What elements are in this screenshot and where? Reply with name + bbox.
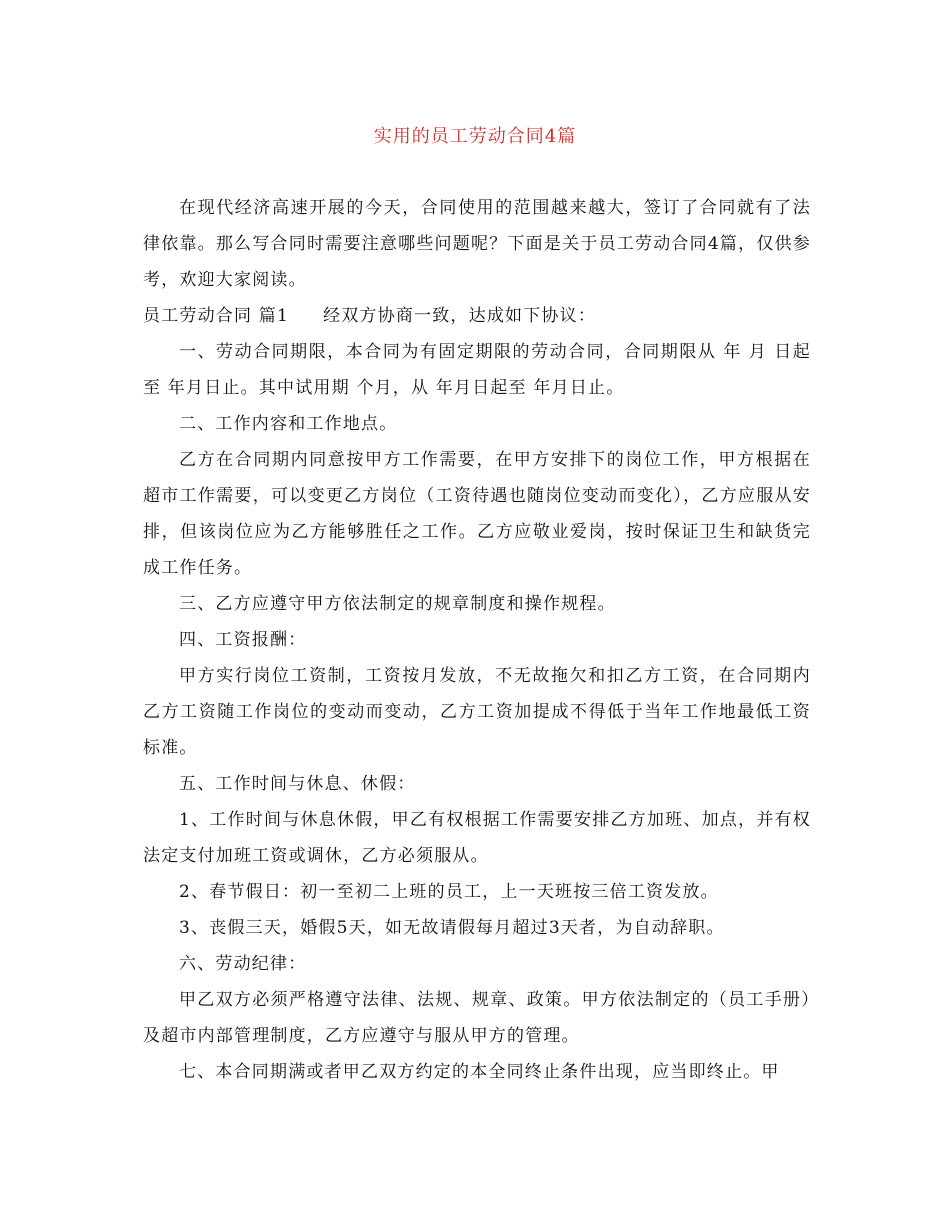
section-heading-line — [143, 298, 811, 334]
paragraph-body: 乙方在合同期内同意按甲方工作需要，在甲方安排下的岗位工作，甲方根据在超市工作需要，可以变更乙方岗位（工资待遇也随岗位变动而变化），乙方应服从安排，但该岗位应为乙方能够胜任之工作。乙方应敬业爱岗，按时保证卫生和缺货完成工作任务。 — [143, 450, 811, 578]
paragraph-heading: 三、乙方应遵守甲方依法制定的规章制度和操作规程。 — [179, 594, 616, 614]
paragraph-heading: 二、工作内容和工作地点。 — [179, 414, 398, 434]
paragraph-item: 3、丧假三天，婚假5天，如无故请假每月超过3天者，为自动辞职。 — [179, 918, 725, 938]
section-title: 员工劳动合同 篇1 — [143, 306, 290, 326]
paragraph-heading: 六、劳动纪律： — [179, 954, 307, 974]
paragraph-heading: 四、工资报酬： — [179, 630, 307, 650]
section-lead: 经双方协商一致，达成如下协议： — [323, 306, 597, 326]
intro-paragraph: 在现代经济高速开展的今天，合同使用的范围越来越大，签订了合同就有了法律依靠。那么写合同时需要注意哪些问题呢？下面是关于员工劳动合同4篇，仅供参考，欢迎大家阅读。 — [143, 198, 811, 290]
paragraph-heading: 五、工作时间与休息、休假： — [179, 774, 416, 794]
paragraph-body: 甲方实行岗位工资制，工资按月发放，不无故拖欠和扣乙方工资，在合同期内乙方工资随工作岗位的变动而变动，乙方工资加提成不得低于当年工作地最低工资标准。 — [143, 666, 811, 758]
paragraph-body: 甲乙双方必须严格遵守法律、法规、规章、政策。甲方依法制定的（员工手册）及超市内部管理制度，乙方应遵守与服从甲方的管理。 — [143, 990, 811, 1046]
document-body — [143, 190, 811, 1090]
document-title: 实用的员工劳动合同4篇 — [373, 126, 577, 147]
paragraph-body: 七、本合同期满或者甲乙双方约定的本全同终止条件出现，应当即终止。甲 — [179, 1062, 780, 1082]
paragraph-term: 一、劳动合同期限，本合同为有固定期限的劳动合同，合同期限从 年 月 日起至 年月日止。其中试用期 个月，从 年月日起至 年月日止。 — [143, 342, 811, 398]
paragraph-item: 2、春节假日：初一至初二上班的员工，上一天班按三倍工资发放。 — [179, 882, 719, 902]
paragraph-item: 1、工作时间与休息休假，甲乙有权根据工作需要安排乙方加班、加点，并有权法定支付加班工资或调休，乙方必须服从。 — [143, 810, 811, 866]
